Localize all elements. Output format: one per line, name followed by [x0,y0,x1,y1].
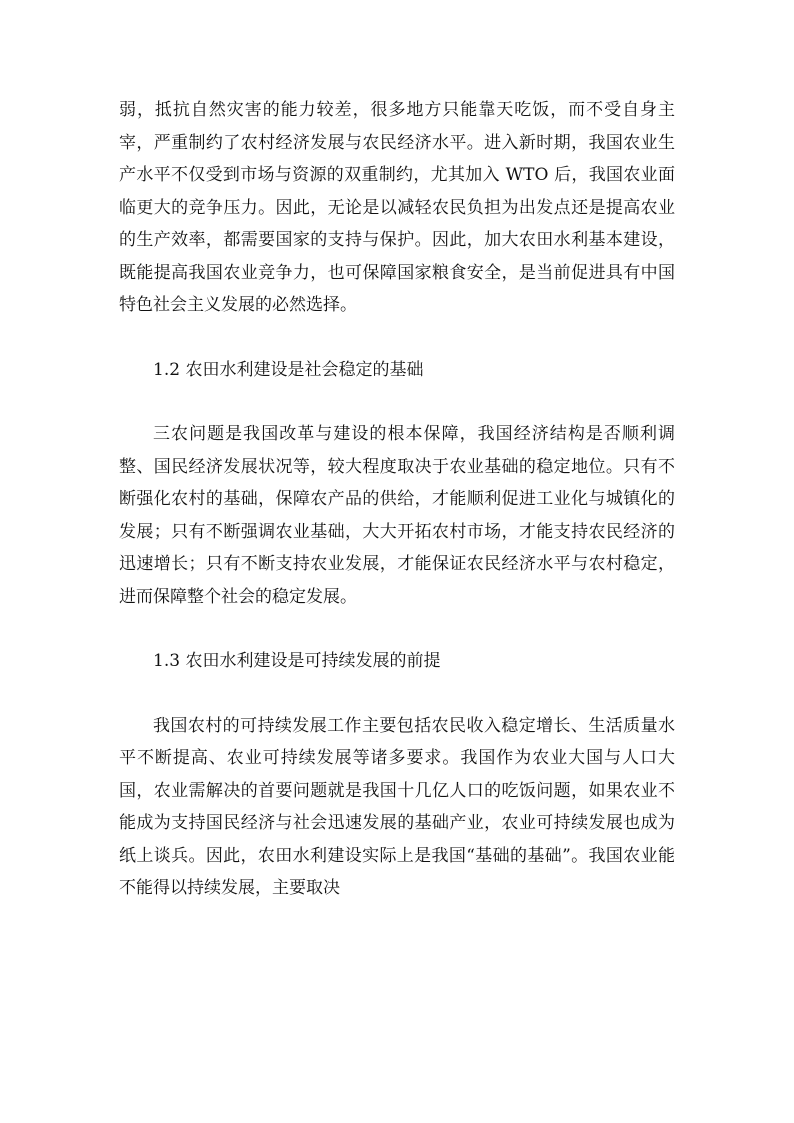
section-heading-1-2: 1.2 农田水利建设是社会稳定的基础 [153,359,424,380]
section-heading-1-3: 1.3 农田水利建设是可持续发展的前提 [153,651,441,671]
body-paragraph-sustainable-development: 我国农村的可持续发展工作主要包括农民收入稳定增长、生活质量水平不断提高、农业可持续发展等诸多要求。我国作为农业大国与人口大国，农业需解决的首要问题就是我国十几亿人口的吃饭问题，如果农业不能成为支持国民经济与社会迅速发展的基础产业，农业可持续发展也成为纸上谈兵。因此，农田水利建设实际上是我国“基础的基础”。我国农业能不能得以持续发展，主要取决 [119,715,675,898]
document-body [119,94,675,905]
body-paragraph-social-stability: 三农问题是我国改革与建设的根本保障，我国经济结构是否顺利调整、国民经济发展状况等，较大程度取决于农业基础的稳定地位。只有不断强化农村的基础，保障农产品的供给，才能顺利促进工业化与城镇化的发展；只有不断强调农业基础，大大开拓农村市场，才能支持农民经济的迅速增长；只有不断支持农业发展，才能保证农民经济水平与农村稳定，进而保障整个社会的稳定发展。 [119,424,675,607]
body-paragraph-continued: 弱，抵抗自然灾害的能力较差，很多地方只能靠天吃饭，而不受自身主宰，严重制约了农村经济发展与农民经济水平。进入新时期，我国农业生产水平不仅受到市场与资源的双重制约，尤其加入 WTO 后，我国农业面临更大的竞争压力。因此，无论是以减轻农民负担为出发点还是提高农业的生产效率，都需要国家的支持与保护。因此，加大农田水利基本建设，既能提高我国农业竞争力，也可保障国家粮食安全，是当前促进具有中国特色社会主义发展的必然选择。 [119,100,675,315]
